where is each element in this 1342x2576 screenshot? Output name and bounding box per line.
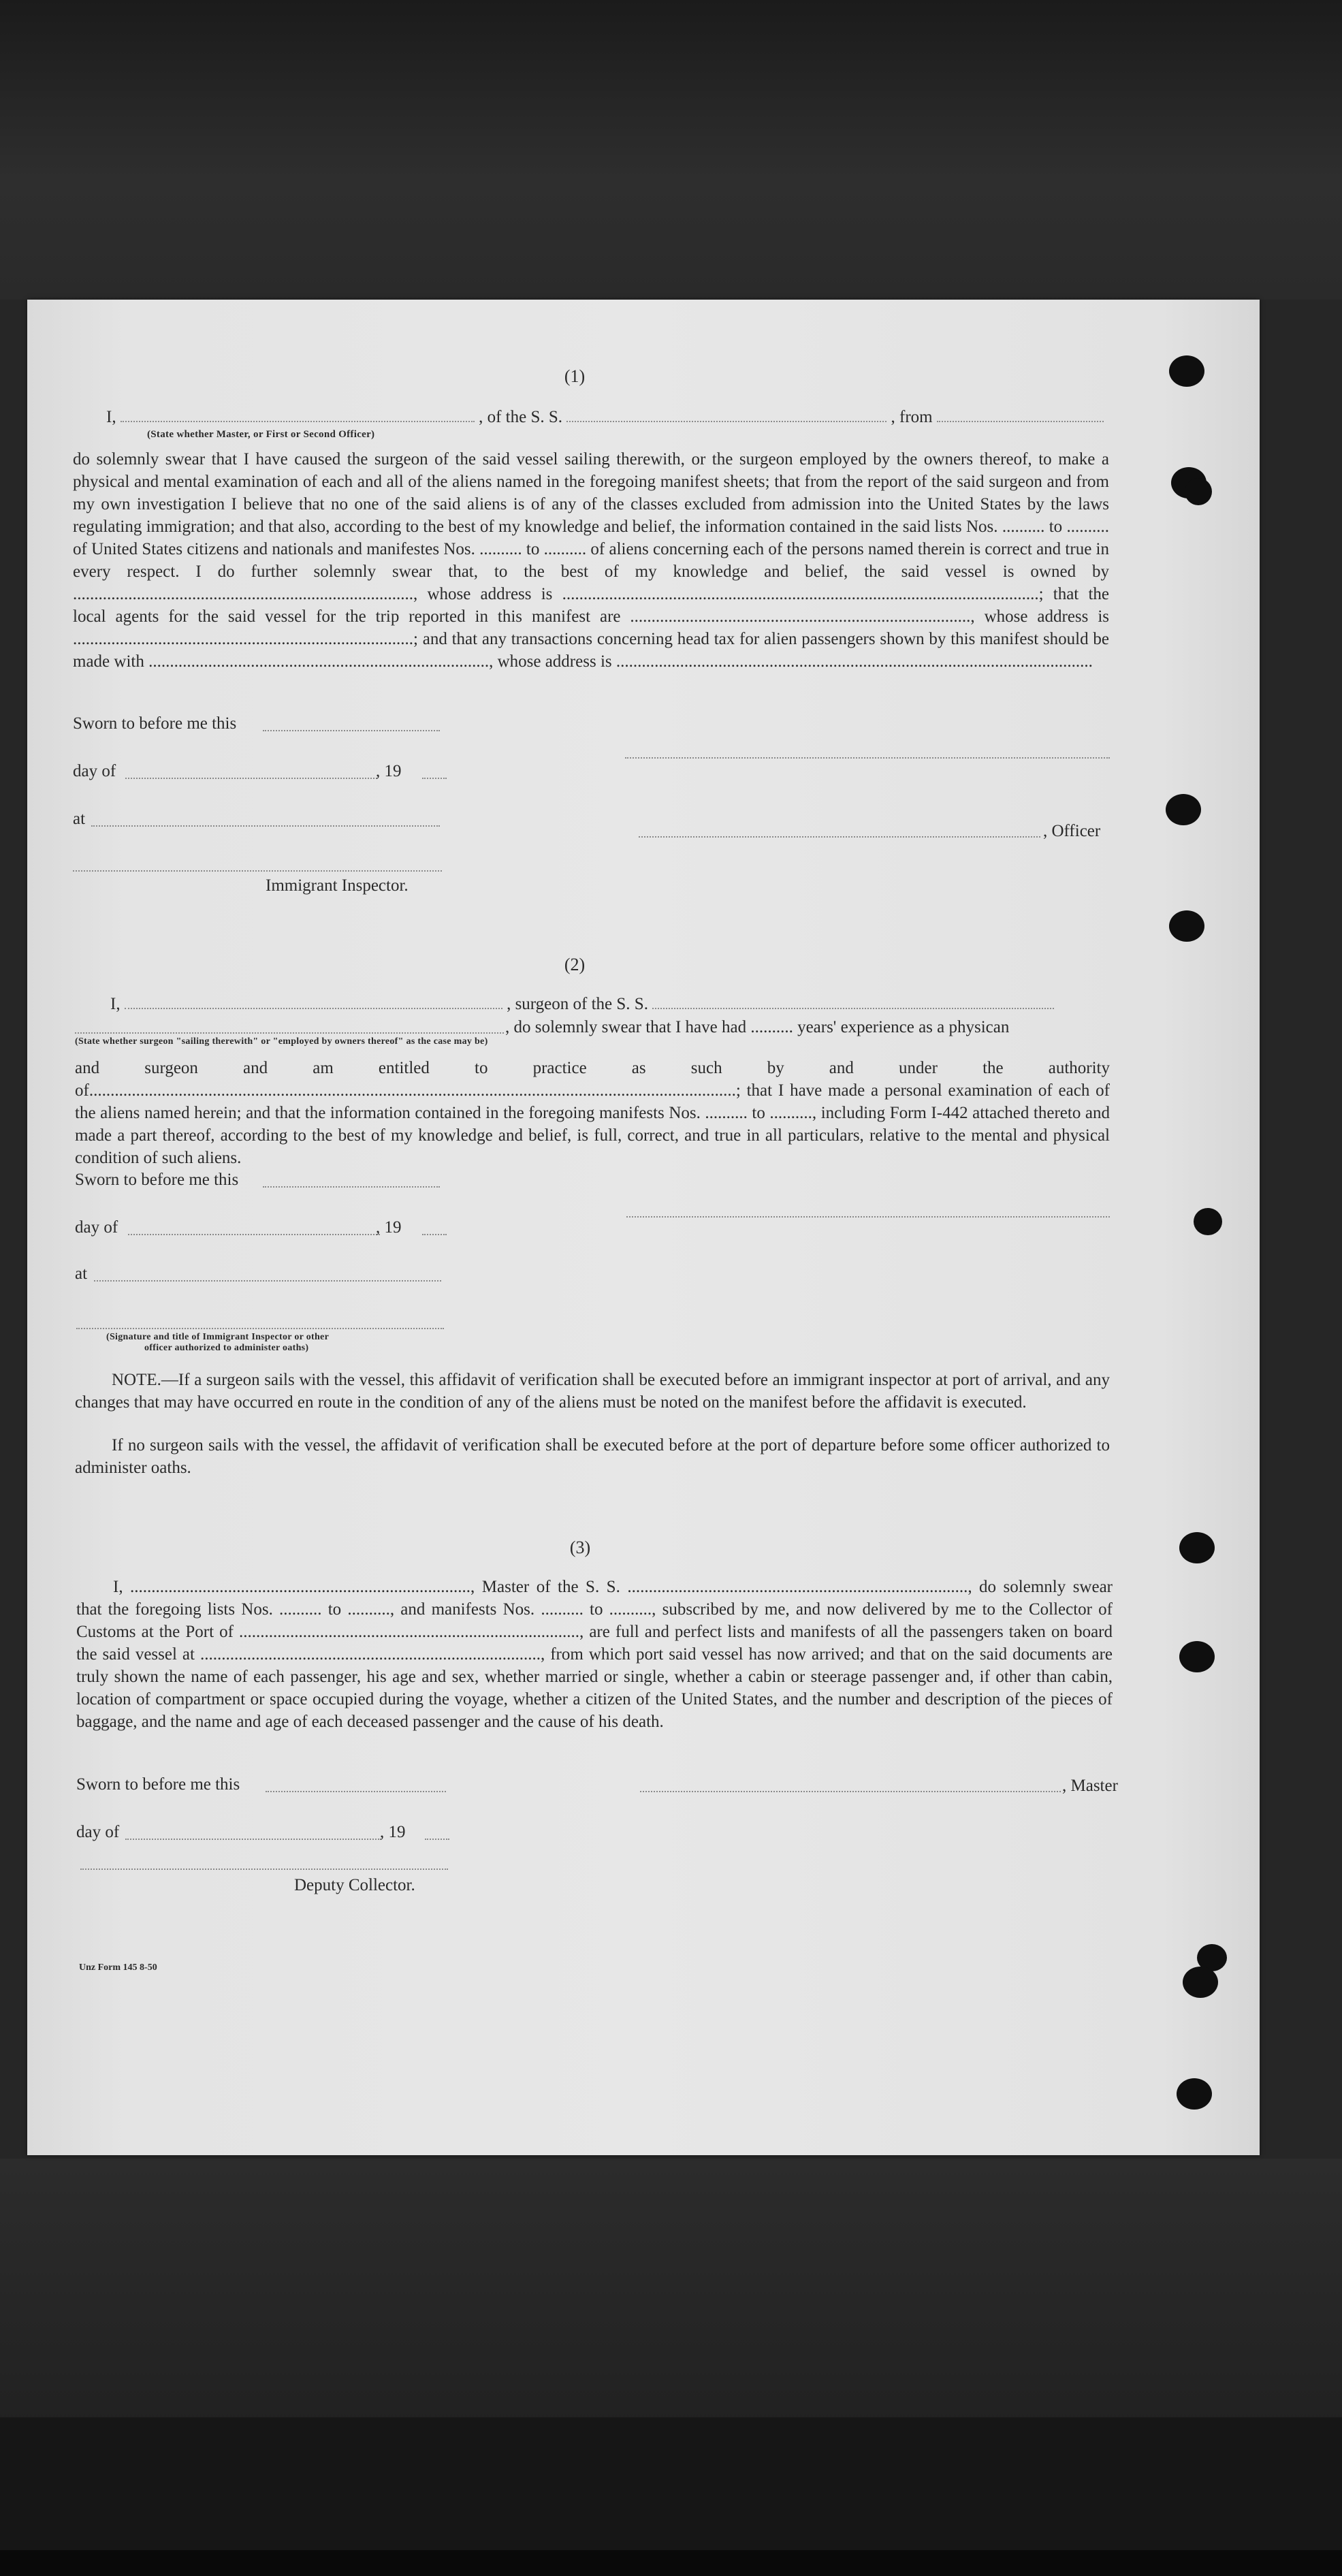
place-blank-1	[91, 825, 440, 827]
sworn-date-blank-2	[263, 1186, 440, 1188]
section-1-number: (1)	[564, 366, 586, 386]
day-of-label-2: day of	[75, 1218, 118, 1237]
section-3-number: (3)	[569, 1538, 591, 1557]
section-2-body: and surgeon and am entitled to practice as such by and under the authority of........................................................................................................................................................; that I have made a personal examination of each of the aliens named herein; and that the information contained in the foregoing manifests Nos. .......... to .........., including Form I-442 attached thereto and made a part thereof, according to the best of my knowledge and belief, is full, correct, and true in all particulars, relative to the mental and physical condition of such aliens.	[75, 1059, 1110, 1167]
year-blank-1	[422, 778, 447, 779]
sworn-label-1: Sworn to before me this	[73, 714, 237, 733]
origin-port-blank	[937, 409, 1104, 422]
sworn-date-blank-1	[263, 730, 440, 731]
officer-label: , Officer	[1043, 822, 1101, 840]
at-label-2: at	[75, 1265, 88, 1283]
sworn-label-3: Sworn to before me this	[76, 1775, 240, 1794]
vessel-name-blank	[566, 409, 886, 422]
signature-blank-1	[625, 757, 1110, 759]
immigrant-inspector-label: Immigrant Inspector.	[266, 876, 409, 895]
surgeon-of-ss-label: , surgeon of the S. S.	[507, 995, 648, 1013]
section-2-line-2: , do solemnly swear that I have had .......... years' experience as a physican	[505, 1018, 1010, 1036]
section-1-line-1	[106, 406, 1104, 429]
year-blank-2	[422, 1234, 447, 1235]
section-1-caption: (State whether Master, or First or Second Officer)	[147, 429, 375, 440]
sworn-label-2: Sworn to before me this	[75, 1171, 239, 1189]
day-of-label-3: day of	[76, 1823, 120, 1841]
section-2-caption: (State whether surgeon "sailing therewith" or "employed by owners thereof" as the case may be)	[75, 1036, 488, 1047]
signature-caption-line-1: (Signature and title of Immigrant Inspector or other	[106, 1332, 330, 1342]
pronoun-i: I,	[110, 995, 121, 1013]
signature-caption-line-2: officer authorized to administer oaths)	[144, 1343, 309, 1353]
punch-hole	[1185, 478, 1212, 505]
inspector-signature-blank-2	[76, 1328, 444, 1329]
year-label-2: , 19	[376, 1218, 402, 1237]
sworn-date-blank-3	[266, 1791, 446, 1792]
place-blank-2	[94, 1280, 441, 1282]
no-surgeon-note-text: If no surgeon sails with the vessel, the affidavit of verification shall be executed before at the port of departure before some officer authorized to administer oaths.	[75, 1436, 1110, 1477]
punch-hole	[1166, 794, 1201, 825]
surgeon-status-blank	[75, 1032, 504, 1034]
section-2-line-1	[110, 993, 1054, 1016]
day-of-label-1: day of	[73, 762, 116, 780]
signature-blank-2	[626, 1216, 1110, 1218]
year-blank-3	[425, 1839, 449, 1840]
punch-hole	[1194, 1208, 1222, 1235]
vessel-name-blank-2	[652, 996, 1054, 1009]
surgeon-note	[75, 1369, 1110, 1414]
no-surgeon-note	[75, 1434, 1110, 1479]
punch-hole	[1177, 2078, 1212, 2110]
punch-hole	[1179, 1641, 1215, 1672]
section-3-body: I, ................................................................................, Master of the S. S. ................................................................................, do solemnly swear that the foregoing lists Nos. .......... to .........., and manifests Nos. .......... to .........., subscribed by me, and now delivered by me to the Collector of Customs at the Port of ................................................................................, are full and perfect lists and manifests of all the passengers taken on board the said vessel at ................................................................................, from which port said vessel has now arrived; and that on the said documents are truly shown the name of each passenger, his age and sex, whether married or single, whether a cabin or steerage passenger and, if other than cabin, location of compartment or space occupied during the voyage, whether a citizen of the United States, and the number and description of the pieces of baggage, and the name and age of each deceased passenger and the cause of his death.	[76, 1578, 1113, 1731]
surgeon-name-blank	[125, 996, 502, 1009]
punch-hole	[1169, 910, 1204, 942]
day-blank-3	[125, 1839, 381, 1840]
section-1-body: do solemnly swear that I have caused the surgeon of the said vessel sailing therewith, or the surgeon employed by the owners thereof, to make a physical and mental examination of each and all of the aliens named in the foregoing manifest sheets; that from the report of the said surgeon and from my own investigation I believe that no one of the said aliens is of any of the classes excluded from admission into the United States by the laws regulating immigration; and that also, according to the best of my knowledge and belief, the information contained in the said lists Nos. .......... to .......... of United States citizens and nationals and manifestes Nos. .......... to .......... of aliens concerning each of the persons named therein is correct and true in every respect. I do further solemnly swear that, to the best of my knowledge and belief, the said vessel is owned by ................................................................................, whose address is ................................................................................................................; that the local agents for the said vessel for the trip reported in this manifest are ................................................................................, whose address is ................................................................................; and that any transactions concerning head tax for alien passengers shown by this manifest should be made with ................................................................................, whose address is ................................................................................................................	[73, 450, 1109, 671]
punch-hole	[1183, 1967, 1218, 1998]
officer-name-blank	[121, 409, 475, 422]
deputy-collector-label: Deputy Collector.	[294, 1876, 415, 1894]
master-signature-blank	[640, 1791, 1061, 1792]
pronoun-i: I,	[106, 408, 116, 426]
day-blank-2	[128, 1234, 380, 1235]
year-label-3: , 19	[380, 1823, 406, 1841]
manifest-page	[27, 300, 1260, 2155]
collector-signature-blank	[80, 1869, 448, 1870]
day-blank-1	[125, 778, 377, 779]
scan-background-strip	[0, 2550, 1342, 2576]
of-the-ss-label: , of the S. S.	[479, 408, 563, 426]
scan-background-top	[0, 0, 1342, 300]
from-label: , from	[891, 408, 933, 426]
punch-hole	[1169, 355, 1204, 387]
punch-hole	[1179, 1532, 1215, 1563]
inspector-signature-blank-1	[73, 870, 442, 872]
form-number: Unz Form 145 8-50	[79, 1962, 157, 1973]
at-label-1: at	[73, 810, 86, 828]
year-label-1: , 19	[376, 762, 402, 780]
surgeon-note-text: NOTE.—If a surgeon sails with the vessel, this affidavit of verification shall be executed before an immigrant inspector at port of arrival, and any changes that may have occurred en route in the condition of any of the aliens must be noted on the manifest before the affidavit is executed.	[75, 1371, 1110, 1412]
officer-signature-blank	[639, 836, 1040, 838]
section-2-number: (2)	[564, 955, 586, 974]
master-label: , Master	[1062, 1777, 1118, 1795]
